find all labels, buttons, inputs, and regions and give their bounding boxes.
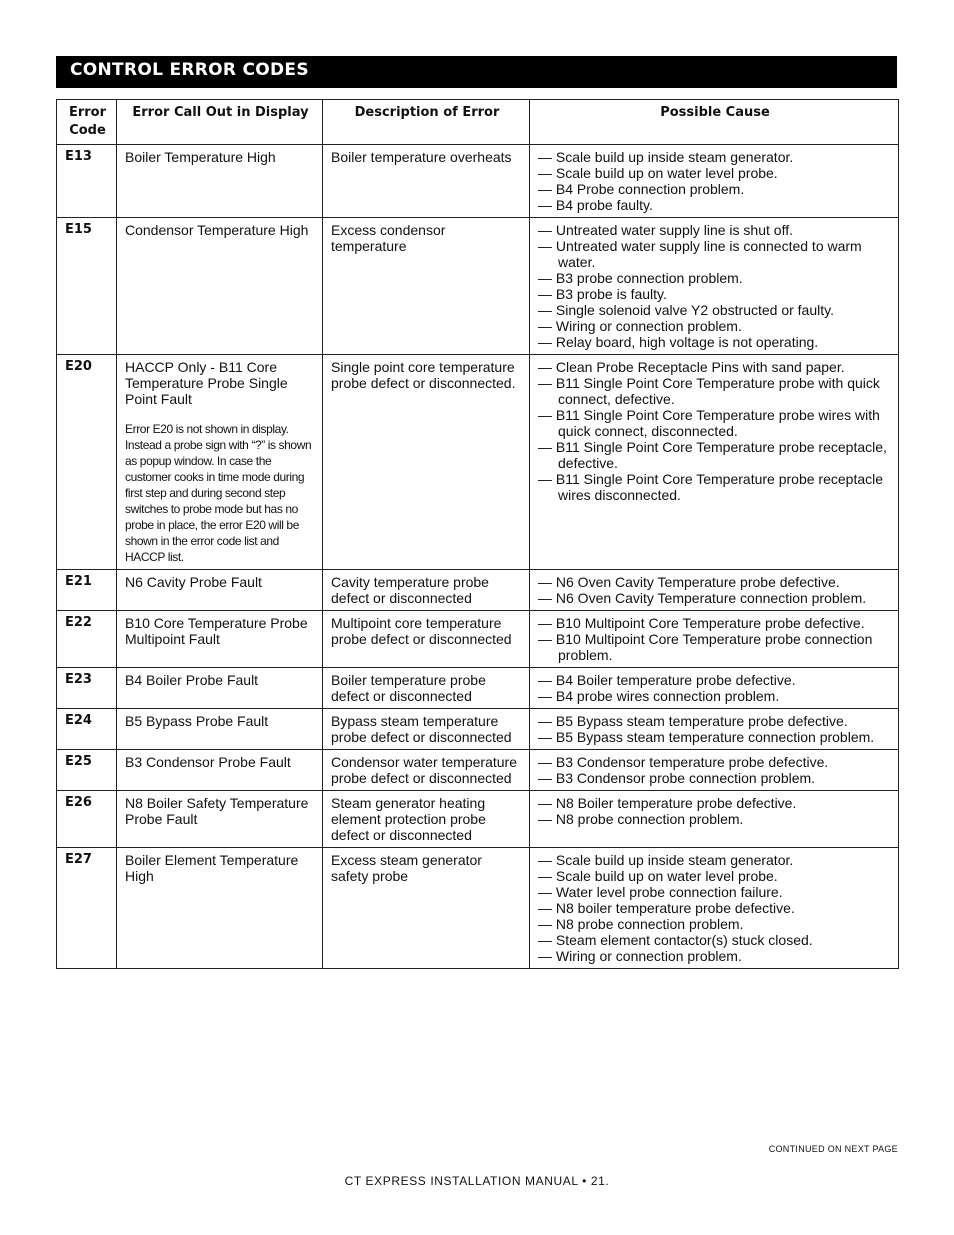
- error-code-cell: E20: [57, 355, 117, 570]
- cause-item: — Wiring or connection problem.: [538, 948, 742, 964]
- possible-cause-cell: [530, 218, 899, 355]
- possible-cause-cell: [530, 709, 899, 750]
- table-row: [57, 611, 899, 668]
- description-cell: Steam generator heating element protection probe defect or disconnected: [323, 791, 530, 848]
- cause-list: [538, 615, 892, 663]
- cause-list: [538, 149, 892, 213]
- possible-cause-cell: [530, 611, 899, 668]
- cause-item: — Steam element contactor(s) stuck closed.: [538, 932, 813, 948]
- cause-list: [538, 222, 892, 350]
- table-row: [57, 355, 899, 570]
- cause-item: — B10 Multipoint Core Temperature probe connection problem.: [538, 631, 873, 663]
- table-row: [57, 791, 899, 848]
- callout-cell: [117, 145, 323, 218]
- description-cell: Single point core temperature probe defect or disconnected.: [323, 355, 530, 570]
- cause-list: [538, 795, 892, 827]
- cause-item: — Scale build up inside steam generator.: [538, 852, 794, 868]
- possible-cause-cell: [530, 570, 899, 611]
- callout-cell: [117, 848, 323, 969]
- cause-item: — N8 Boiler temperature probe defective.: [538, 795, 797, 811]
- table-row: [57, 668, 899, 709]
- error-code-cell: E13: [57, 145, 117, 218]
- callout-text: N8 Boiler Safety Temperature Probe Fault: [125, 795, 309, 827]
- cause-item: — B5 Bypass steam temperature probe defective.: [538, 713, 848, 729]
- cause-item: — N8 probe connection problem.: [538, 811, 744, 827]
- cause-item: — Relay board, high voltage is not operating.: [538, 334, 819, 350]
- cause-item: — B4 probe faulty.: [538, 197, 653, 213]
- cause-item: — B11 Single Point Core Temperature probe receptacle wires disconnected.: [538, 471, 884, 503]
- cause-list: [538, 852, 892, 964]
- possible-cause-cell: [530, 791, 899, 848]
- cause-item: — Scale build up inside steam generator.: [538, 149, 794, 165]
- cause-item: — B11 Single Point Core Temperature probe receptacle, defective.: [538, 439, 887, 471]
- cause-item: — Single solenoid valve Y2 obstructed or faulty.: [538, 302, 834, 318]
- cause-item: — B11 Single Point Core Temperature probe wires with quick connect, disconnected.: [538, 407, 880, 439]
- callout-cell: [117, 791, 323, 848]
- cause-item: — B10 Multipoint Core Temperature probe defective.: [538, 615, 865, 631]
- possible-cause-cell: [530, 145, 899, 218]
- callout-cell: [117, 570, 323, 611]
- table-row: [57, 709, 899, 750]
- callout-text: B5 Bypass Probe Fault: [125, 713, 269, 729]
- callout-text: B4 Boiler Probe Fault: [125, 672, 259, 688]
- header-possible-cause: Possible Cause: [530, 100, 899, 145]
- description-cell: Cavity temperature probe defect or disconnected: [323, 570, 530, 611]
- callout-text: B3 Condensor Probe Fault: [125, 754, 291, 770]
- callout-cell: [117, 611, 323, 668]
- cause-item: — B3 Condensor probe connection problem.: [538, 770, 816, 786]
- description-cell: Condensor water temperature probe defect or disconnected: [323, 750, 530, 791]
- callout-note: Error E20 is not shown in display. Instead a probe sign with “?” is shown as popup window. In case the customer cooks in time mode during first step and during second step switches to probe mode but has no probe in place, the error E20 will be shown in the error code list and HACCP list.: [125, 422, 312, 564]
- description-cell: Boiler temperature overheats: [323, 145, 530, 218]
- error-code-cell: E27: [57, 848, 117, 969]
- cause-item: — B4 Boiler temperature probe defective.: [538, 672, 796, 688]
- table-row: [57, 145, 899, 218]
- cause-item: — B3 Condensor temperature probe defective.: [538, 754, 829, 770]
- description-cell: Excess condensor temperature: [323, 218, 530, 355]
- table-body: [57, 145, 899, 969]
- cause-item: — B11 Single Point Core Temperature probe with quick connect, defective.: [538, 375, 880, 407]
- cause-item: — N6 Oven Cavity Temperature connection problem.: [538, 590, 867, 606]
- callout-cell: [117, 750, 323, 791]
- table-row: [57, 218, 899, 355]
- table-row: [57, 570, 899, 611]
- callout-cell: [117, 218, 323, 355]
- cause-item: — Scale build up on water level probe.: [538, 165, 778, 181]
- error-code-cell: E22: [57, 611, 117, 668]
- table-header-row: [57, 100, 899, 145]
- cause-list: [538, 754, 892, 786]
- error-code-cell: E15: [57, 218, 117, 355]
- callout-text: HACCP Only - B11 Core Temperature Probe Single Point Fault: [125, 359, 288, 407]
- possible-cause-cell: [530, 750, 899, 791]
- cause-item: — N8 boiler temperature probe defective.: [538, 900, 795, 916]
- cause-list: [538, 574, 892, 606]
- callout-text: B10 Core Temperature Probe Multipoint Fault: [125, 615, 308, 647]
- cause-item: — B4 probe wires connection problem.: [538, 688, 780, 704]
- callout-cell: [117, 709, 323, 750]
- header-description: Description of Error: [323, 100, 530, 145]
- callout-cell: [117, 668, 323, 709]
- section-title: CONTROL ERROR CODES: [56, 56, 897, 88]
- error-code-cell: E24: [57, 709, 117, 750]
- cause-item: — Untreated water supply line is connected to warm water.: [538, 238, 862, 270]
- callout-text: Boiler Temperature High: [125, 149, 276, 165]
- cause-item: — Water level probe connection failure.: [538, 884, 783, 900]
- description-cell: Boiler temperature probe defect or disconnected: [323, 668, 530, 709]
- description-cell: Bypass steam temperature probe defect or disconnected: [323, 709, 530, 750]
- header-callout: Error Call Out in Display: [117, 100, 323, 145]
- callout-text: N6 Cavity Probe Fault: [125, 574, 262, 590]
- error-code-cell: E23: [57, 668, 117, 709]
- header-error-code: Error Code: [57, 100, 117, 145]
- possible-cause-cell: [530, 355, 899, 570]
- error-codes-table: [56, 99, 899, 969]
- cause-item: — N6 Oven Cavity Temperature probe defective.: [538, 574, 840, 590]
- cause-item: — Scale build up on water level probe.: [538, 868, 778, 884]
- description-cell: Excess steam generator safety probe: [323, 848, 530, 969]
- possible-cause-cell: [530, 848, 899, 969]
- continued-note: CONTINUED ON NEXT PAGE: [768, 1144, 898, 1154]
- callout-text: Condensor Temperature High: [125, 222, 309, 238]
- cause-list: [538, 713, 892, 745]
- callout-cell: [117, 355, 323, 570]
- cause-item: — Clean Probe Receptacle Pins with sand paper.: [538, 359, 845, 375]
- possible-cause-cell: [530, 668, 899, 709]
- description-cell: Multipoint core temperature probe defect or disconnected: [323, 611, 530, 668]
- error-code-cell: E25: [57, 750, 117, 791]
- callout-text: Boiler Element Temperature High: [125, 852, 299, 884]
- cause-item: — N8 probe connection problem.: [538, 916, 744, 932]
- cause-item: — B4 Probe connection problem.: [538, 181, 745, 197]
- cause-item: — B3 probe connection problem.: [538, 270, 743, 286]
- cause-item: — B5 Bypass steam temperature connection problem.: [538, 729, 875, 745]
- error-code-cell: E21: [57, 570, 117, 611]
- table-row: [57, 848, 899, 969]
- cause-list: [538, 359, 892, 503]
- table-row: [57, 750, 899, 791]
- cause-item: — B3 probe is faulty.: [538, 286, 667, 302]
- error-code-cell: E26: [57, 791, 117, 848]
- cause-item: — Untreated water supply line is shut off.: [538, 222, 793, 238]
- page-footer: CT EXPRESS INSTALLATION MANUAL • 21.: [344, 1174, 610, 1188]
- cause-list: [538, 672, 892, 704]
- cause-item: — Wiring or connection problem.: [538, 318, 742, 334]
